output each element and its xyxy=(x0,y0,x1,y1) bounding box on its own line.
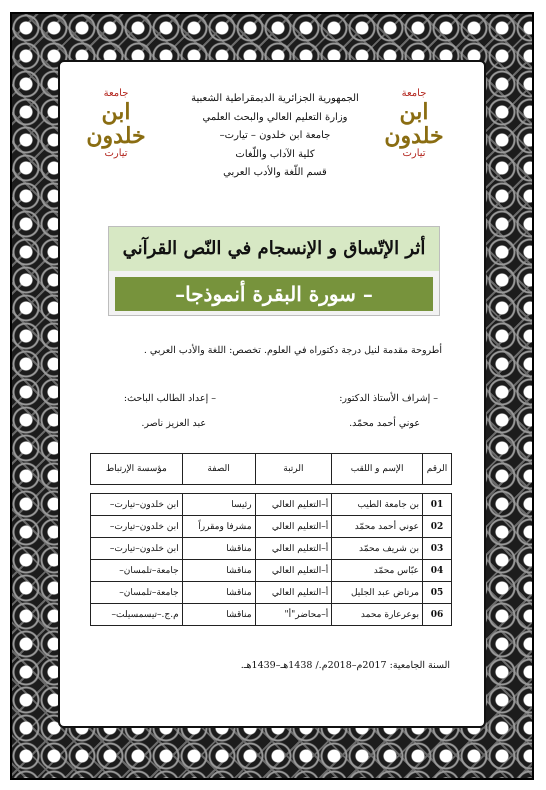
supervisor-name: عوني أحمد محمّد. xyxy=(349,418,420,429)
table-cell: عبّاس محمّد xyxy=(332,560,423,582)
table-row xyxy=(91,516,452,538)
table-cell: ابن خلدون–تيارت– xyxy=(91,516,183,538)
table-cell: أ–محاضر"أ" xyxy=(255,604,332,626)
table-cell: بن جامعة الطيب xyxy=(332,494,423,516)
table-row xyxy=(91,582,452,604)
university-logo-left xyxy=(82,88,150,159)
table-cell: أ–التعليم العالي xyxy=(255,516,332,538)
column-header: الصفة xyxy=(182,454,255,485)
table-cell: 01 xyxy=(423,494,452,516)
table-cell: مشرفا ومقرراً xyxy=(182,516,255,538)
table-cell: أ–التعليم العالي xyxy=(255,538,332,560)
prepared-by-label: – إعداد الطالب الباحث: xyxy=(123,393,216,404)
logo-top-text: جامعة xyxy=(103,88,129,99)
table-row xyxy=(91,560,452,582)
header-line: قسم اللّغة والأدب العربي xyxy=(223,167,327,178)
table-cell: ابن خلدون–تيارت– xyxy=(91,494,183,516)
table-cell: بن شريف محمّد xyxy=(332,538,423,560)
table-cell: أ–التعليم العالي xyxy=(255,582,332,604)
header-line: كلية الآداب واللّغات xyxy=(235,148,315,160)
table-row xyxy=(91,604,452,626)
table-cell: ابن خلدون–تيارت– xyxy=(91,538,183,560)
logo-bottom-text: تيارت xyxy=(402,148,426,159)
thesis-subtitle: – سورة البقرة أنموذجا– xyxy=(115,277,433,311)
table-cell: أ–التعليم العالي xyxy=(255,494,332,516)
institution-header xyxy=(160,90,390,183)
prepared-by-name: عبد العزيز ناصر. xyxy=(141,418,206,429)
table-cell: بوعرعارة محمد xyxy=(332,604,423,626)
header-line: جامعة ابن خلدون – تيارت– xyxy=(219,130,331,141)
table-cell: 02 xyxy=(423,516,452,538)
logo-bottom-text: تيارت xyxy=(104,148,128,159)
table-cell: 04 xyxy=(423,560,452,582)
table-cell: م.ج.–تيسمسيلت– xyxy=(91,604,183,626)
thesis-title: أثر الإتّساق و الإنسجام في النّص القرآني xyxy=(109,227,439,271)
table-cell: 03 xyxy=(423,538,452,560)
academic-year: السنة الجامعية: 2017م–2018م./ 1438هـ–1439هـ. xyxy=(240,660,450,671)
supervisor-label: – إشراف الأستاذ الدكتور: xyxy=(339,393,438,404)
column-header: الإسم و اللقب xyxy=(332,454,423,485)
table-cell: جامعة–تلمسان– xyxy=(91,582,183,604)
table-row xyxy=(91,494,452,516)
table-cell: مناقشا xyxy=(182,604,255,626)
logo-top-text: جامعة xyxy=(401,88,427,99)
table-cell: مناقشا xyxy=(182,560,255,582)
table-cell: رئيسا xyxy=(182,494,255,516)
column-header: الرتبة xyxy=(255,454,332,485)
logo-middle-text: ابن خلدون xyxy=(86,99,146,149)
table-header-row xyxy=(91,454,452,485)
table-cell: أ–التعليم العالي xyxy=(255,560,332,582)
table-row xyxy=(91,538,452,560)
table-cell: 06 xyxy=(423,604,452,626)
table-cell: مناقشا xyxy=(182,582,255,604)
table-cell: مناقشا xyxy=(182,538,255,560)
table-cell: 05 xyxy=(423,582,452,604)
table-cell: مرتاض عبد الجليل xyxy=(332,582,423,604)
title-box xyxy=(108,226,440,316)
table-cell: عوني أحمد محمّد xyxy=(332,516,423,538)
logo-middle-text: ابن خلدون xyxy=(384,99,444,149)
table-cell: جامعة–تلمسان– xyxy=(91,560,183,582)
column-header: مؤسسة الإرتباط xyxy=(91,454,183,485)
header-line: وزارة التعليم العالي والبحث العلمي xyxy=(202,111,348,123)
column-header: الرقم xyxy=(423,454,452,485)
university-logo-right xyxy=(380,88,448,159)
header-line: الجمهورية الجزائرية الديمقراطية الشعبية xyxy=(191,93,359,104)
spacer-row xyxy=(91,485,452,494)
committee-table xyxy=(90,453,452,626)
thesis-description: أطروحة مقدمة لنيل درجة دكتوراه في العلوم. تخصص: اللغة والأدب العربي . xyxy=(143,345,442,356)
